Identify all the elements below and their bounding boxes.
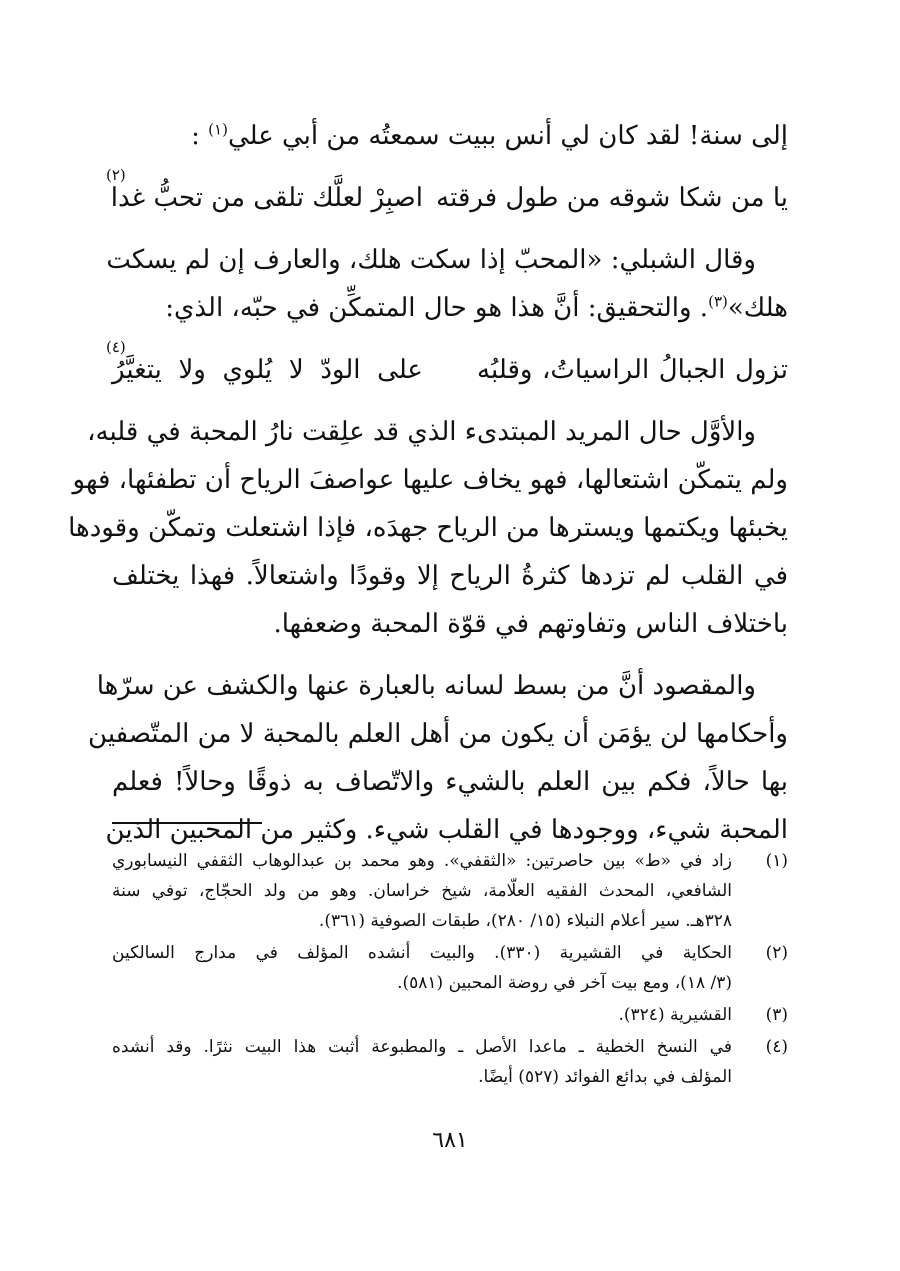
verse-first-hemistich: يا من شكا شوقه من طول فرقته [436,183,788,213]
text-line: يخبئها ويكتمها ويسترها من الرياح جهدَه، فإذا اشتعلت وتمكّن وقودها [68,513,788,543]
footnote-line: (٣/ ١٨)، ومع بيت آخر في روضة المحبين (٥٨١). [397,973,732,993]
verse-second-hemistich: على الودّ لا يُلوي ولا يتغيَّرُ [112,355,423,385]
footnote-ref[interactable]: (٣) [708,292,728,311]
text-line: وأحكامها لن يؤمَن أن يكون من أهل العلم بالمحبة لا من المتّصفين [88,719,788,749]
paragraph-1 [106,236,788,332]
footnote-line: في النسخ الخطية ـ ماعدا الأصل ـ والمطبوعة أثبت هذا البيت نثرًا. وقد أنشده [112,1037,732,1057]
text-line: إلى سنة! لقد كان لي أنس ببيت سمعتُه من أبي علي$^{(١)}$ : [191,120,788,151]
verse-first-hemistich: تزول الجبالُ الراسياتُ، وقلبُه [477,355,788,385]
footnote-line: ٣٢٨هـ. سير أعلام النبلاء (١٥/ ٢٨٠)، طبقات الصوفية (٣٦١). [318,911,732,931]
footnote-ref[interactable]: (١) [208,120,228,139]
footnote-4 [112,1032,788,1092]
footnote-ref[interactable]: (٢) [106,166,126,184]
footnote-number: (٤) [765,1037,788,1057]
text-line: ولم يتمكّن اشتعالها، فهو يخاف عليها عواصفَ الرياح أن تطفئها، فهو [72,465,788,495]
verse-2 [106,338,788,394]
main-text [68,112,788,854]
footnote-1 [112,846,788,936]
text-line: هلك»$^{(٣)}$. والتحقيق: أنَّ هذا هو حال المتمكِّن في حبّه، الذي: [165,292,788,323]
text-line: المحبة شيء، ووجودها في القلب شيء. وكثير من المحبين الذين [105,815,788,845]
footnotes [112,846,788,1094]
text-line: بها حالاً، فكم بين العلم بالشيء والاتّصاف به ذوقًا وحالاً! فعلم [112,767,788,797]
paragraph-3 [88,662,788,854]
page-number: ٦٨١ [432,1128,468,1153]
paragraph-2 [68,408,788,648]
verse-1 [106,166,788,222]
text-line: باختلاف الناس وتفاوتهم في قوّة المحبة وضعفها. [273,609,788,639]
footnote-line: زاد في «ط» بين حاصرتين: «الثقفي». وهو محمد بن عبدالوهاب الثقفي النيسابوري [112,851,732,871]
footnote-number: (٢) [765,943,788,963]
verse-second-hemistich: اصبِرْ لعلَّك تلقى من تحبُّ غدا [110,183,423,213]
text-line: وقال الشبلي: «المحبّ إذا سكت هلك، والعارف إن لم يسكت [106,245,756,275]
text-line: في القلب لم تزدها كثرةُ الرياح إلا وقودًا واشتعالاً. فهذا يختلف [112,561,788,591]
footnote-number: (١) [765,851,788,871]
footnote-3 [112,1000,788,1030]
footnote-line: الحكاية في القشيرية (٣٣٠). والبيت أنشده المؤلف في مدارج السالكين [112,943,732,963]
footnote-2 [112,938,788,998]
text-line: والأوَّل حال المريد المبتدىء الذي قد علِقت نارُ المحبة في قلبه، [87,417,756,447]
footnote-line: القشيرية (٣٢٤). [618,1005,732,1025]
footnote-separator [112,822,262,824]
footnote-ref[interactable]: (٤) [106,338,126,356]
footnote-line: الشافعي، المحدث الفقيه العلّامة، شيخ خراسان. وهو من ولد الحجّاج، توفي سنة [112,881,732,901]
text-line: والمقصود أنَّ من بسط لسانه بالعبارة عنها والكشف عن سرّها [96,671,756,701]
footnote-line: المؤلف في بدائع الفوائد (٥٢٧) أيضًا. [478,1067,732,1087]
footnote-number: (٣) [765,1005,788,1025]
